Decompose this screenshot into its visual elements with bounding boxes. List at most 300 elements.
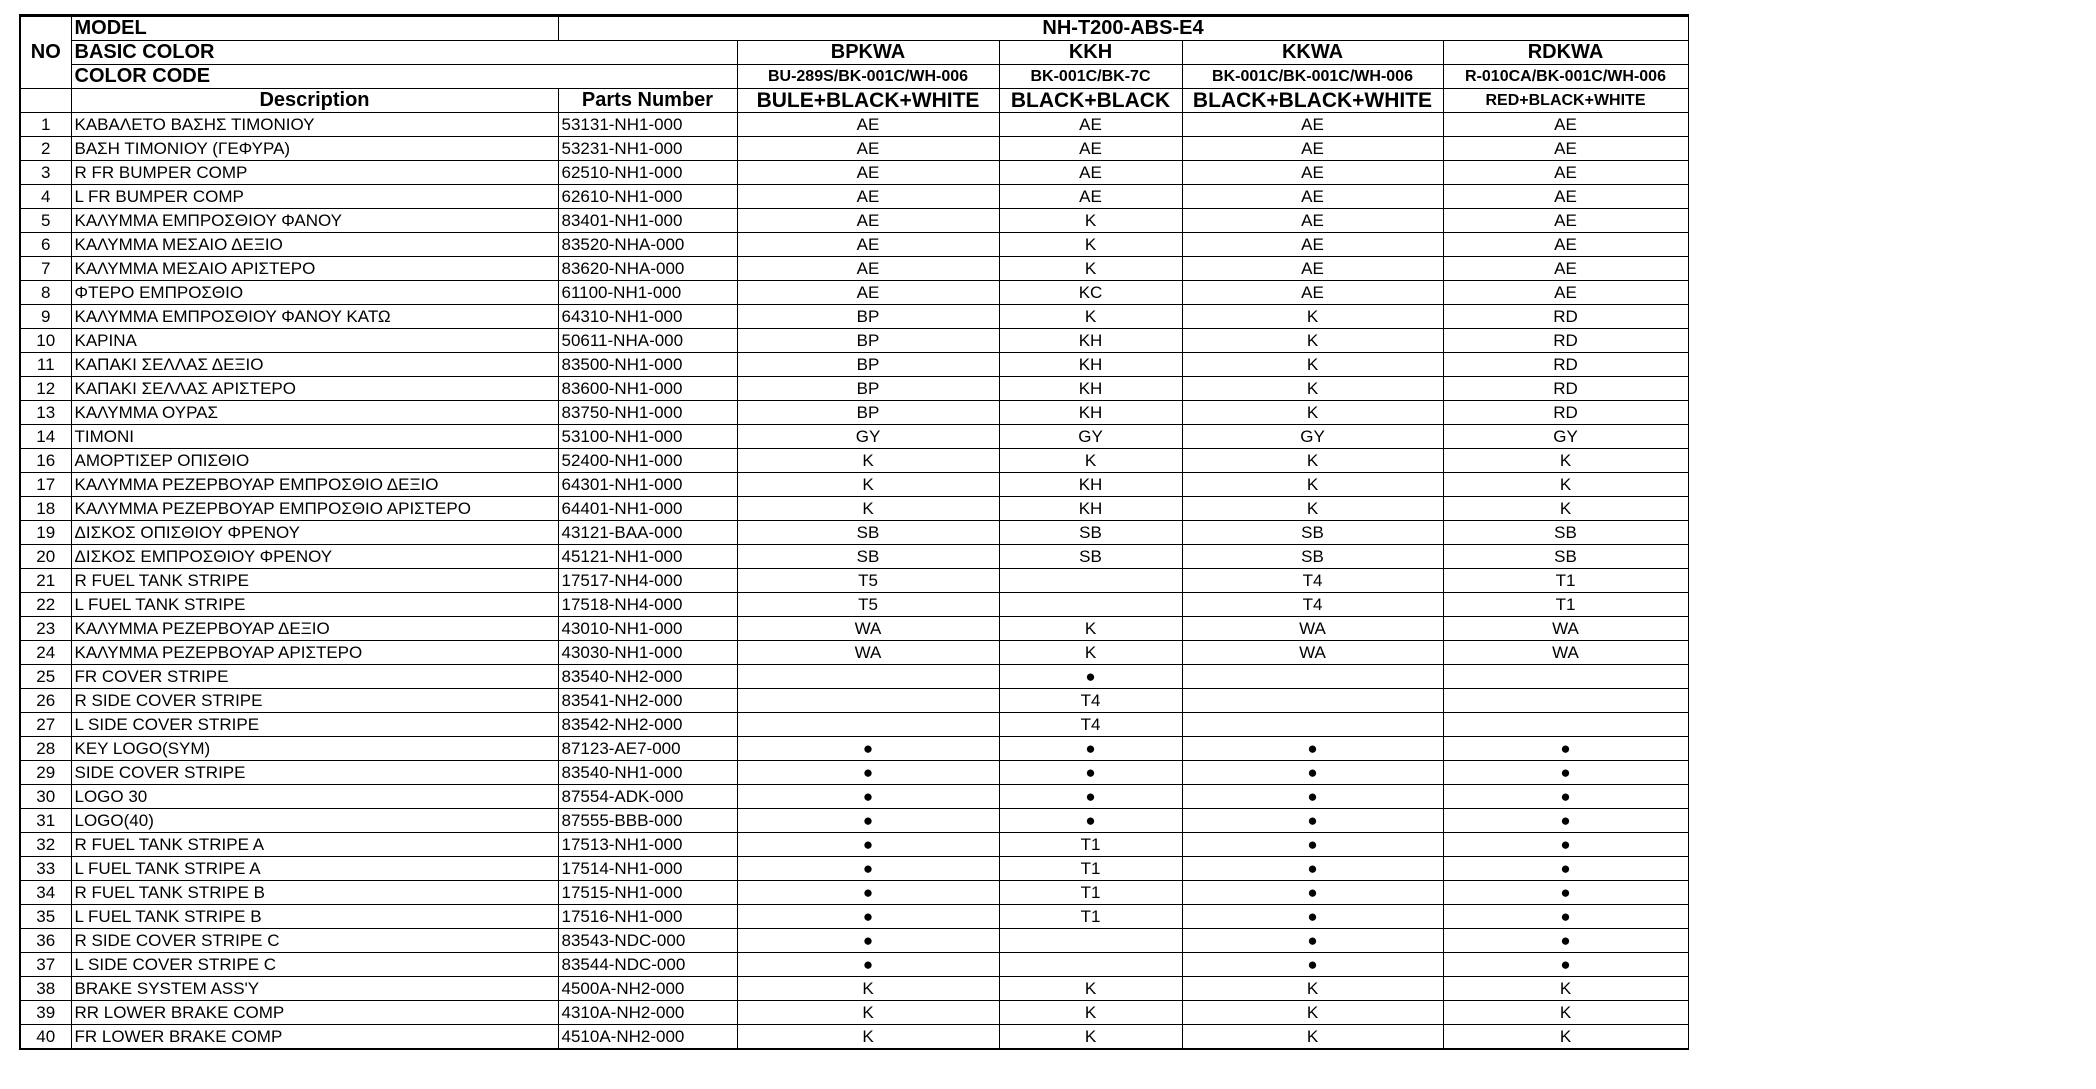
- table-row: [20, 881, 1688, 905]
- row-color-rdkwa: K: [1443, 1001, 1688, 1025]
- row-color-kkwa: K: [1182, 401, 1443, 425]
- row-description: ΑΜΟΡΤΙΣΕΡ ΟΠΙΣΘΙΟ: [71, 449, 558, 473]
- color-desc-kkwa: BLACK+BLACK+WHITE: [1182, 89, 1443, 113]
- row-color-kkh: K: [999, 257, 1182, 281]
- row-color-kkwa: ●: [1182, 761, 1443, 785]
- row-description: ΚΑΛΥΜΜΑ ΟΥΡΑΣ: [71, 401, 558, 425]
- row-number: 33: [20, 857, 71, 881]
- row-color-kkh: K: [999, 641, 1182, 665]
- color-code-bpkwa: BU-289S/BK-001C/WH-006: [737, 65, 999, 89]
- row-description: ΚΑΠΑΚΙ ΣΕΛΛΑΣ ΔΕΞΙΟ: [71, 353, 558, 377]
- row-color-rdkwa: [1443, 689, 1688, 713]
- table-row: [20, 113, 1688, 137]
- basic-color-kkwa: KKWA: [1182, 41, 1443, 65]
- table-row: [20, 977, 1688, 1001]
- row-description: BRAKE SYSTEM ASS'Y: [71, 977, 558, 1001]
- row-number: 9: [20, 305, 71, 329]
- row-number: 12: [20, 377, 71, 401]
- model-value: NH-T200-ABS-E4: [558, 16, 1688, 41]
- row-color-kkwa: T4: [1182, 569, 1443, 593]
- row-description: ΤΙΜΟΝΙ: [71, 425, 558, 449]
- row-color-bpkwa: K: [737, 497, 999, 521]
- row-part-number: 62510-NH1-000: [558, 161, 737, 185]
- row-color-bpkwa: AE: [737, 161, 999, 185]
- parts-table: [19, 14, 1689, 1050]
- row-description: LOGO 30: [71, 785, 558, 809]
- row-description: ΚΑΒΑΛΕΤΟ ΒΑΣΗΣ ΤΙΜΟΝΙΟΥ: [71, 113, 558, 137]
- row-description: R FUEL TANK STRIPE: [71, 569, 558, 593]
- table-row: [20, 617, 1688, 641]
- row-description: ΚΑΛΥΜΜΑ ΕΜΠΡΟΣΘΙΟΥ ΦΑΝΟΥ: [71, 209, 558, 233]
- table-row: [20, 377, 1688, 401]
- row-description: ΚΑΛΥΜΜΑ ΡΕΖΕΡΒΟΥΑΡ ΔΕΞΙΟ: [71, 617, 558, 641]
- row-color-kkh: ●: [999, 761, 1182, 785]
- row-description: KEY LOGO(SYM): [71, 737, 558, 761]
- color-code-kkh: BK-001C/BK-7C: [999, 65, 1182, 89]
- table-row: [20, 401, 1688, 425]
- row-part-number: 83600-NH1-000: [558, 377, 737, 401]
- row-color-kkh: [999, 569, 1182, 593]
- row-part-number: 17518-NH4-000: [558, 593, 737, 617]
- table-row: [20, 353, 1688, 377]
- row-description: ΔΙΣΚΟΣ ΕΜΠΡΟΣΘΙΟΥ ΦΡΕΝΟΥ: [71, 545, 558, 569]
- row-color-kkh: [999, 953, 1182, 977]
- table-row: [20, 233, 1688, 257]
- row-color-kkwa: K: [1182, 353, 1443, 377]
- row-color-kkwa: ●: [1182, 785, 1443, 809]
- table-row: [20, 329, 1688, 353]
- row-color-bpkwa: K: [737, 473, 999, 497]
- row-part-number: 87554-ADK-000: [558, 785, 737, 809]
- row-part-number: 83543-NDC-000: [558, 929, 737, 953]
- table-row: [20, 689, 1688, 713]
- row-description: ΚΑΛΥΜΜΑ ΡΕΖΕΡΒΟΥΑΡ ΕΜΠΡΟΣΘΙΟ ΔΕΞΙΟ: [71, 473, 558, 497]
- row-color-kkwa: T4: [1182, 593, 1443, 617]
- table-row: [20, 257, 1688, 281]
- row-color-kkwa: WA: [1182, 617, 1443, 641]
- row-color-bpkwa: ●: [737, 761, 999, 785]
- row-part-number: 43121-BAA-000: [558, 521, 737, 545]
- row-color-kkwa: ●: [1182, 857, 1443, 881]
- row-description: FR COVER STRIPE: [71, 665, 558, 689]
- row-description: L FR BUMPER COMP: [71, 185, 558, 209]
- row-color-kkh: KH: [999, 473, 1182, 497]
- row-color-bpkwa: WA: [737, 617, 999, 641]
- row-color-rdkwa: ●: [1443, 857, 1688, 881]
- table-row: [20, 713, 1688, 737]
- row-color-bpkwa: ●: [737, 785, 999, 809]
- row-part-number: 45121-NH1-000: [558, 545, 737, 569]
- row-color-kkwa: K: [1182, 977, 1443, 1001]
- row-color-bpkwa: BP: [737, 401, 999, 425]
- table-row: [20, 1025, 1688, 1050]
- row-color-kkwa: ●: [1182, 881, 1443, 905]
- row-color-kkh: T1: [999, 857, 1182, 881]
- row-color-bpkwa: WA: [737, 641, 999, 665]
- row-color-kkh: ●: [999, 665, 1182, 689]
- row-number: 32: [20, 833, 71, 857]
- row-color-bpkwa: [737, 665, 999, 689]
- row-color-kkh: K: [999, 233, 1182, 257]
- row-part-number: 62610-NH1-000: [558, 185, 737, 209]
- row-color-rdkwa: AE: [1443, 209, 1688, 233]
- row-color-kkwa: K: [1182, 1001, 1443, 1025]
- table-row: [20, 785, 1688, 809]
- row-part-number: 50611-NHA-000: [558, 329, 737, 353]
- row-color-kkwa: K: [1182, 473, 1443, 497]
- row-color-bpkwa: K: [737, 449, 999, 473]
- table-row: [20, 953, 1688, 977]
- parts-rows: [20, 113, 1688, 1050]
- row-color-rdkwa: ●: [1443, 737, 1688, 761]
- color-code-label: COLOR CODE: [71, 65, 737, 89]
- row-color-kkh: KH: [999, 497, 1182, 521]
- basic-color-bpkwa: BPKWA: [737, 41, 999, 65]
- row-color-kkh: KH: [999, 401, 1182, 425]
- row-number: 23: [20, 617, 71, 641]
- row-description: R FR BUMPER COMP: [71, 161, 558, 185]
- table-row: [20, 737, 1688, 761]
- row-part-number: 83750-NH1-000: [558, 401, 737, 425]
- row-color-kkwa: AE: [1182, 281, 1443, 305]
- row-color-kkwa: AE: [1182, 209, 1443, 233]
- row-description: ΚΑΛΥΜΜΑ ΡΕΖΕΡΒΟΥΑΡ ΑΡΙΣΤΕΡΟ: [71, 641, 558, 665]
- row-color-bpkwa: K: [737, 1025, 999, 1050]
- row-part-number: 83520-NHA-000: [558, 233, 737, 257]
- row-number: 19: [20, 521, 71, 545]
- row-number: 38: [20, 977, 71, 1001]
- row-color-rdkwa: K: [1443, 473, 1688, 497]
- table-row: [20, 1001, 1688, 1025]
- row-color-bpkwa: BP: [737, 353, 999, 377]
- row-part-number: 43010-NH1-000: [558, 617, 737, 641]
- row-color-bpkwa: AE: [737, 281, 999, 305]
- row-number: 18: [20, 497, 71, 521]
- row-color-kkh: K: [999, 305, 1182, 329]
- row-description: R FUEL TANK STRIPE B: [71, 881, 558, 905]
- row-color-rdkwa: RD: [1443, 377, 1688, 401]
- row-color-kkwa: K: [1182, 497, 1443, 521]
- row-number: 11: [20, 353, 71, 377]
- basic-color-row: [20, 41, 1688, 65]
- color-code-row: [20, 65, 1688, 89]
- row-number: 37: [20, 953, 71, 977]
- table-row: [20, 545, 1688, 569]
- row-part-number: 17517-NH4-000: [558, 569, 737, 593]
- row-color-bpkwa: AE: [737, 185, 999, 209]
- row-color-rdkwa: AE: [1443, 233, 1688, 257]
- row-number: 40: [20, 1025, 71, 1050]
- row-part-number: 4310A-NH2-000: [558, 1001, 737, 1025]
- row-part-number: 83544-NDC-000: [558, 953, 737, 977]
- row-number: 24: [20, 641, 71, 665]
- row-number: 27: [20, 713, 71, 737]
- row-color-kkwa: K: [1182, 449, 1443, 473]
- row-part-number: 61100-NH1-000: [558, 281, 737, 305]
- row-color-bpkwa: AE: [737, 257, 999, 281]
- row-color-kkwa: ●: [1182, 905, 1443, 929]
- model-row: [20, 16, 1688, 41]
- row-color-bpkwa: K: [737, 1001, 999, 1025]
- row-color-kkwa: SB: [1182, 521, 1443, 545]
- row-color-kkh: K: [999, 1025, 1182, 1050]
- row-number: 2: [20, 137, 71, 161]
- row-color-kkh: AE: [999, 137, 1182, 161]
- row-color-bpkwa: SB: [737, 521, 999, 545]
- row-color-bpkwa: [737, 689, 999, 713]
- row-part-number: 17513-NH1-000: [558, 833, 737, 857]
- no-blank-cell: [20, 89, 71, 113]
- row-color-kkwa: [1182, 665, 1443, 689]
- row-part-number: 53131-NH1-000: [558, 113, 737, 137]
- table-row: [20, 665, 1688, 689]
- row-color-rdkwa: K: [1443, 497, 1688, 521]
- row-part-number: 17516-NH1-000: [558, 905, 737, 929]
- row-color-rdkwa: AE: [1443, 161, 1688, 185]
- row-color-kkh: ●: [999, 785, 1182, 809]
- row-color-kkwa: AE: [1182, 137, 1443, 161]
- row-color-rdkwa: AE: [1443, 113, 1688, 137]
- row-color-rdkwa: RD: [1443, 353, 1688, 377]
- row-part-number: 87123-AE7-000: [558, 737, 737, 761]
- row-description: L FUEL TANK STRIPE B: [71, 905, 558, 929]
- row-color-bpkwa: K: [737, 977, 999, 1001]
- row-description: L SIDE COVER STRIPE C: [71, 953, 558, 977]
- row-color-kkh: K: [999, 1001, 1182, 1025]
- row-color-rdkwa: ●: [1443, 905, 1688, 929]
- row-color-rdkwa: RD: [1443, 329, 1688, 353]
- row-color-kkh: T1: [999, 833, 1182, 857]
- row-color-kkwa: AE: [1182, 233, 1443, 257]
- row-color-rdkwa: ●: [1443, 761, 1688, 785]
- row-number: 31: [20, 809, 71, 833]
- row-number: 36: [20, 929, 71, 953]
- table-row: [20, 137, 1688, 161]
- table-row: [20, 185, 1688, 209]
- parts-color-sheet: [19, 14, 1689, 1050]
- row-color-kkh: [999, 593, 1182, 617]
- table-row: [20, 209, 1688, 233]
- row-description: ΒΑΣΗ ΤΙΜΟΝΙΟΥ (ΓΕΦΥΡΑ): [71, 137, 558, 161]
- row-color-kkwa: AE: [1182, 161, 1443, 185]
- basic-color-rdkwa: RDKWA: [1443, 41, 1688, 65]
- table-row: [20, 569, 1688, 593]
- row-color-bpkwa: ●: [737, 905, 999, 929]
- row-number: 35: [20, 905, 71, 929]
- row-color-kkh: SB: [999, 521, 1182, 545]
- no-header: NO: [20, 16, 71, 89]
- table-row: [20, 593, 1688, 617]
- row-color-rdkwa: WA: [1443, 617, 1688, 641]
- row-color-rdkwa: ●: [1443, 881, 1688, 905]
- row-description: ΚΑΡΙΝΑ: [71, 329, 558, 353]
- table-row: [20, 497, 1688, 521]
- row-color-rdkwa: SB: [1443, 521, 1688, 545]
- row-part-number: 4510A-NH2-000: [558, 1025, 737, 1050]
- row-color-rdkwa: GY: [1443, 425, 1688, 449]
- table-row: [20, 521, 1688, 545]
- table-row: [20, 905, 1688, 929]
- row-color-kkwa: WA: [1182, 641, 1443, 665]
- table-row: [20, 473, 1688, 497]
- row-color-rdkwa: RD: [1443, 305, 1688, 329]
- row-part-number: 87555-BBB-000: [558, 809, 737, 833]
- row-description: ΚΑΛΥΜΜΑ ΡΕΖΕΡΒΟΥΑΡ ΕΜΠΡΟΣΘΙΟ ΑΡΙΣΤΕΡΟ: [71, 497, 558, 521]
- row-number: 21: [20, 569, 71, 593]
- table-row: [20, 161, 1688, 185]
- table-row: [20, 305, 1688, 329]
- row-part-number: 83620-NHA-000: [558, 257, 737, 281]
- row-number: 17: [20, 473, 71, 497]
- row-color-kkh: T4: [999, 689, 1182, 713]
- row-part-number: 4500A-NH2-000: [558, 977, 737, 1001]
- table-row: [20, 833, 1688, 857]
- row-color-kkwa: GY: [1182, 425, 1443, 449]
- row-number: 22: [20, 593, 71, 617]
- row-color-rdkwa: ●: [1443, 833, 1688, 857]
- row-color-rdkwa: RD: [1443, 401, 1688, 425]
- row-color-rdkwa: ●: [1443, 785, 1688, 809]
- row-color-kkh: KH: [999, 353, 1182, 377]
- row-number: 20: [20, 545, 71, 569]
- row-part-number: 53100-NH1-000: [558, 425, 737, 449]
- row-number: 6: [20, 233, 71, 257]
- row-color-rdkwa: AE: [1443, 257, 1688, 281]
- row-color-kkh: SB: [999, 545, 1182, 569]
- row-color-kkwa: K: [1182, 377, 1443, 401]
- row-color-kkh: KH: [999, 377, 1182, 401]
- row-color-bpkwa: AE: [737, 209, 999, 233]
- row-color-kkh: ●: [999, 809, 1182, 833]
- row-number: 7: [20, 257, 71, 281]
- table-row: [20, 809, 1688, 833]
- row-color-rdkwa: T1: [1443, 593, 1688, 617]
- color-code-kkwa: BK-001C/BK-001C/WH-006: [1182, 65, 1443, 89]
- row-color-kkwa: [1182, 713, 1443, 737]
- row-color-rdkwa: [1443, 713, 1688, 737]
- row-color-bpkwa: BP: [737, 305, 999, 329]
- row-color-kkwa: ●: [1182, 833, 1443, 857]
- row-number: 1: [20, 113, 71, 137]
- row-description: R SIDE COVER STRIPE C: [71, 929, 558, 953]
- row-number: 25: [20, 665, 71, 689]
- row-color-bpkwa: ●: [737, 737, 999, 761]
- row-description: L SIDE COVER STRIPE: [71, 713, 558, 737]
- row-description: ΚΑΠΑΚΙ ΣΕΛΛΑΣ ΑΡΙΣΤΕΡΟ: [71, 377, 558, 401]
- row-color-bpkwa: ●: [737, 953, 999, 977]
- row-number: 8: [20, 281, 71, 305]
- color-desc-kkh: BLACK+BLACK: [999, 89, 1182, 113]
- row-number: 4: [20, 185, 71, 209]
- table-row: [20, 929, 1688, 953]
- row-number: 13: [20, 401, 71, 425]
- row-color-kkh: GY: [999, 425, 1182, 449]
- row-color-bpkwa: AE: [737, 137, 999, 161]
- row-color-bpkwa: AE: [737, 113, 999, 137]
- row-description: RR LOWER BRAKE COMP: [71, 1001, 558, 1025]
- row-part-number: 83401-NH1-000: [558, 209, 737, 233]
- row-number: 39: [20, 1001, 71, 1025]
- row-color-bpkwa: AE: [737, 233, 999, 257]
- row-color-bpkwa: T5: [737, 593, 999, 617]
- row-color-rdkwa: ●: [1443, 929, 1688, 953]
- row-part-number: 83541-NH2-000: [558, 689, 737, 713]
- color-code-rdkwa: R-010CA/BK-001C/WH-006: [1443, 65, 1688, 89]
- table-row: [20, 857, 1688, 881]
- color-desc-bpkwa: BULE+BLACK+WHITE: [737, 89, 999, 113]
- row-color-rdkwa: K: [1443, 449, 1688, 473]
- row-number: 5: [20, 209, 71, 233]
- row-color-rdkwa: ●: [1443, 953, 1688, 977]
- row-color-rdkwa: T1: [1443, 569, 1688, 593]
- row-color-bpkwa: ●: [737, 929, 999, 953]
- row-color-rdkwa: [1443, 665, 1688, 689]
- row-color-kkwa: ●: [1182, 737, 1443, 761]
- basic-color-label: BASIC COLOR: [71, 41, 737, 65]
- row-color-kkh: T1: [999, 905, 1182, 929]
- row-color-kkh: AE: [999, 185, 1182, 209]
- row-part-number: 83540-NH1-000: [558, 761, 737, 785]
- row-description: R SIDE COVER STRIPE: [71, 689, 558, 713]
- row-color-kkh: AE: [999, 161, 1182, 185]
- row-part-number: 43030-NH1-000: [558, 641, 737, 665]
- row-color-kkwa: ●: [1182, 929, 1443, 953]
- row-description: LOGO(40): [71, 809, 558, 833]
- description-header: Description: [71, 89, 558, 113]
- row-color-bpkwa: T5: [737, 569, 999, 593]
- table-row: [20, 641, 1688, 665]
- row-color-bpkwa: GY: [737, 425, 999, 449]
- row-color-rdkwa: K: [1443, 977, 1688, 1001]
- row-part-number: 83542-NH2-000: [558, 713, 737, 737]
- row-number: 16: [20, 449, 71, 473]
- row-color-bpkwa: ●: [737, 857, 999, 881]
- row-color-rdkwa: WA: [1443, 641, 1688, 665]
- row-part-number: 52400-NH1-000: [558, 449, 737, 473]
- color-desc-rdkwa: RED+BLACK+WHITE: [1443, 89, 1688, 113]
- row-part-number: 17515-NH1-000: [558, 881, 737, 905]
- row-description: ΚΑΛΥΜΜΑ ΜΕΣΑΙΟ ΔΕΞΙΟ: [71, 233, 558, 257]
- row-number: 29: [20, 761, 71, 785]
- row-color-bpkwa: BP: [737, 329, 999, 353]
- row-part-number: 64301-NH1-000: [558, 473, 737, 497]
- row-color-rdkwa: AE: [1443, 137, 1688, 161]
- row-number: 30: [20, 785, 71, 809]
- table-row: [20, 425, 1688, 449]
- row-color-kkwa: ●: [1182, 953, 1443, 977]
- row-color-kkwa: K: [1182, 1025, 1443, 1050]
- row-color-kkwa: K: [1182, 329, 1443, 353]
- row-description: ΔΙΣΚΟΣ ΟΠΙΣΘΙΟΥ ΦΡΕΝΟΥ: [71, 521, 558, 545]
- row-description: R FUEL TANK STRIPE A: [71, 833, 558, 857]
- row-description: L FUEL TANK STRIPE A: [71, 857, 558, 881]
- row-color-bpkwa: SB: [737, 545, 999, 569]
- row-color-kkh: T1: [999, 881, 1182, 905]
- row-color-kkh: KH: [999, 329, 1182, 353]
- table-row: [20, 281, 1688, 305]
- row-color-rdkwa: AE: [1443, 281, 1688, 305]
- row-color-rdkwa: ●: [1443, 809, 1688, 833]
- row-description: L FUEL TANK STRIPE: [71, 593, 558, 617]
- row-color-bpkwa: ●: [737, 833, 999, 857]
- row-color-rdkwa: AE: [1443, 185, 1688, 209]
- row-color-bpkwa: ●: [737, 881, 999, 905]
- row-description: SIDE COVER STRIPE: [71, 761, 558, 785]
- row-color-kkh: KC: [999, 281, 1182, 305]
- row-color-kkh: [999, 929, 1182, 953]
- row-number: 34: [20, 881, 71, 905]
- row-description: ΚΑΛΥΜΜΑ ΜΕΣΑΙΟ ΑΡΙΣΤΕΡΟ: [71, 257, 558, 281]
